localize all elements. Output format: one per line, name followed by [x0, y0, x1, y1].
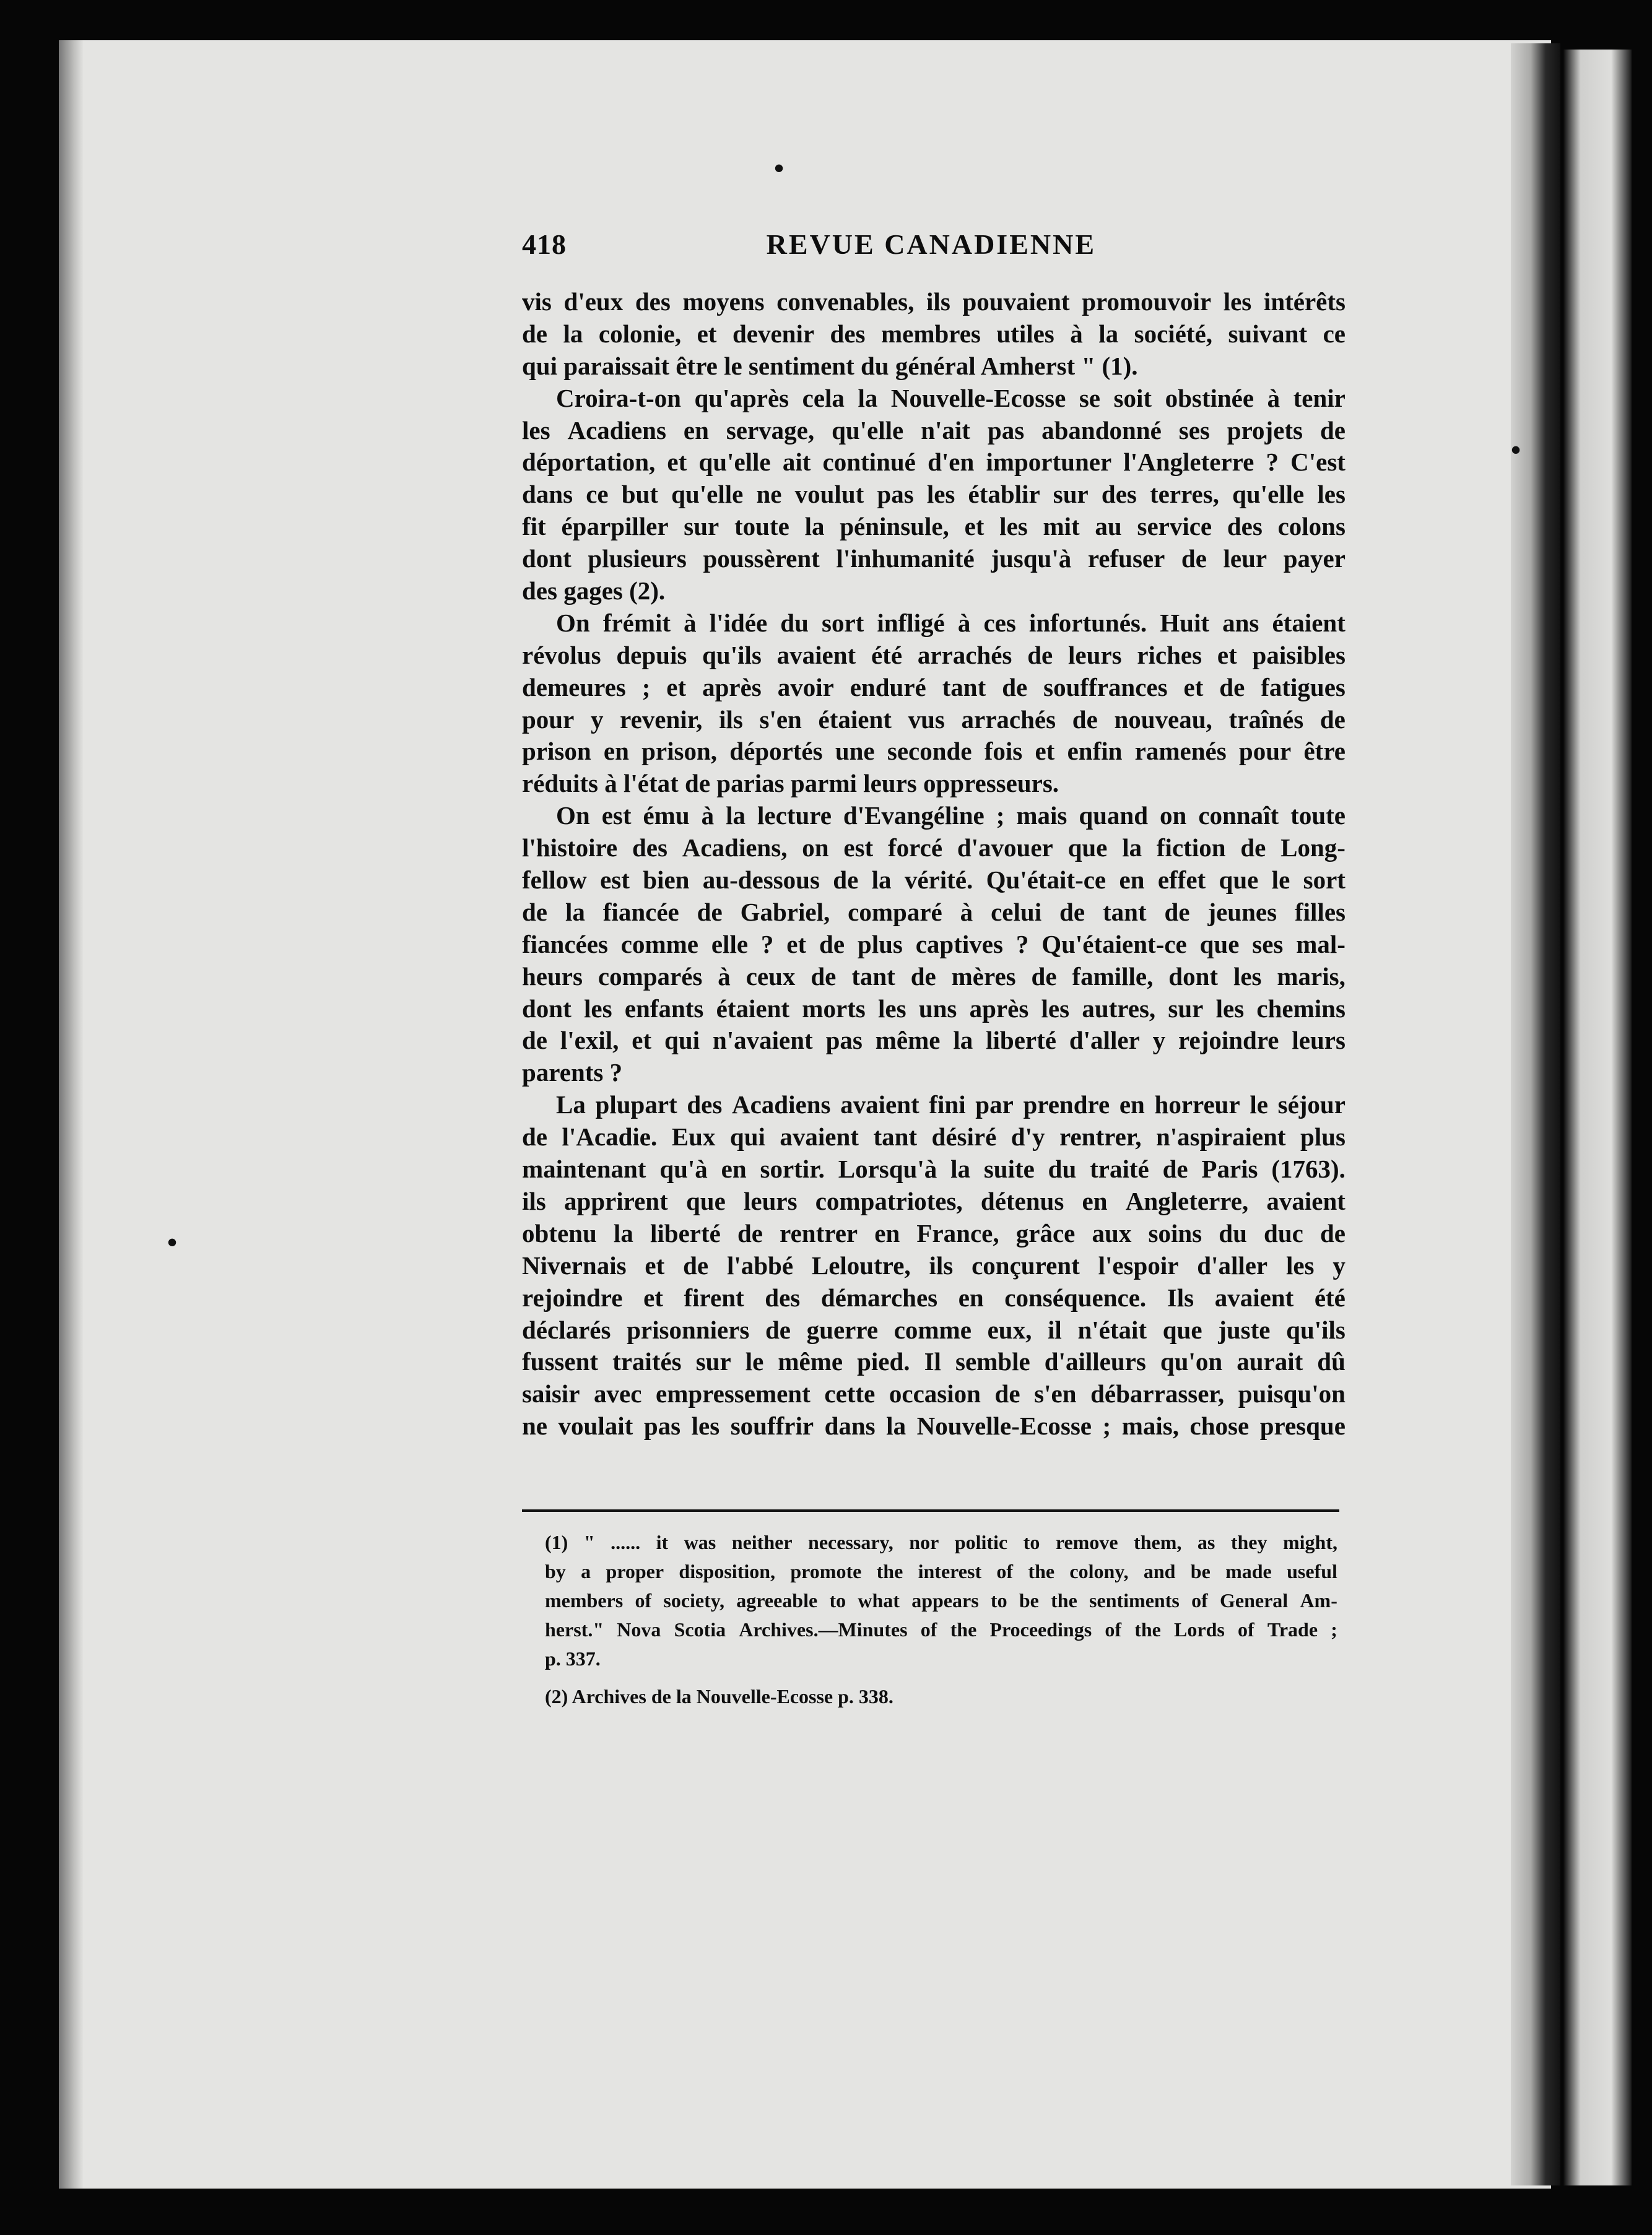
footnote-line: members of society, agreeable to what appears to be the sentiments of General Am- [545, 1589, 1337, 1612]
text-line: dont les enfants étaient morts les uns après les autres, sur les chemins [522, 994, 1346, 1023]
text-line: qui paraissait être le sentiment du général Amherst " (1). [522, 351, 1138, 380]
text-line: déportation, et qu'elle ait continué d'en importuner l'Angleterre ? C'est [522, 448, 1346, 477]
text-line: heurs comparés à ceux de tant de mères de famille, dont les maris, [522, 961, 1346, 991]
ink-speck: • [1511, 434, 1521, 466]
footnote-1 [545, 1528, 1337, 1673]
text-line: fussent traités sur le même pied. Il semble d'ailleurs qu'on aurait dû [522, 1347, 1346, 1376]
text-line: On est ému à la lecture d'Evangéline ; mais quand on connaît toute [556, 801, 1346, 830]
text-line: rejoindre et firent des démarches en conséquence. Ils avaient été [522, 1283, 1346, 1312]
text-line: Nivernais et de l'abbé Leloutre, ils conçurent l'espoir d'aller les y [522, 1251, 1346, 1280]
text-line: obtenu la liberté de rentrer en France, grâce aux soins du duc de [522, 1218, 1346, 1248]
ink-speck: • [774, 152, 785, 184]
text-line: pour y revenir, ils s'en étaient vus arrachés de nouveau, traînés de [522, 705, 1346, 734]
text-line: de l'Acadie. Eux qui avaient tant désiré d'y rentrer, n'aspiraient plus [522, 1122, 1346, 1152]
footnotes [545, 1528, 1337, 1711]
text-line: prison en prison, déportés une seconde fois et enfin ramenés pour être [522, 737, 1346, 766]
text-line: de la colonie, et devenir des membres utiles à la société, suivant ce [522, 319, 1346, 348]
text-line: maintenant qu'à en sortir. Lorsqu'à la suite du traité de Paris (1763). [522, 1155, 1346, 1184]
text-line: révolus depuis qu'ils avaient été arrachés de leurs riches et paisibles [522, 640, 1346, 669]
text-line: parents ? [522, 1058, 623, 1087]
footnote-line: (1) " ...... it was neither necessary, nor politic to remove them, as they might, [545, 1531, 1337, 1553]
text-line: l'histoire des Acadiens, on est forcé d'avouer que la fiction de Long- [522, 833, 1346, 862]
facing-page-edge [1563, 50, 1632, 2185]
text-line: vis d'eux des moyens convenables, ils pouvaient promouvoir les intérêts [522, 287, 1346, 316]
text-line: fit éparpiller sur toute la péninsule, et les mit au service des colons [522, 512, 1346, 541]
text-line: de l'exil, et qui n'avaient pas même la liberté d'aller y rejoindre leurs [522, 1026, 1346, 1055]
text-line: déclarés prisonniers de guerre comme eux, il n'était que juste qu'ils [522, 1315, 1346, 1344]
text-line: dans ce but qu'elle ne voulut pas les établir sur des terres, qu'elle les [522, 480, 1346, 509]
text-line: les Acadiens en servage, qu'elle n'ait pas abandonné ses projets de [522, 415, 1346, 445]
text-line: des gages (2). [522, 576, 666, 605]
text-line: dont plusieurs poussèrent l'inhumanité jusqu'à refuser de leur payer [522, 544, 1346, 573]
footnote-line: by a proper disposition, promote the interest of the colony, and be made useful [545, 1560, 1337, 1582]
text-line: ils apprirent que leurs compatriotes, détenus en Angleterre, avaient [522, 1186, 1346, 1215]
text-line: saisir avec empressement cette occasion de s'en débarrasser, puisqu'on [522, 1379, 1346, 1408]
text-line: de la fiancée de Gabriel, comparé à celui de tant de jeunes filles [522, 897, 1346, 926]
text-line: fellow est bien au-dessous de la vérité. Qu'était-ce en effet que le sort [522, 866, 1346, 895]
text-line: ne voulait pas les souffrir dans la Nouvelle-Ecosse ; mais, chose presque [522, 1412, 1346, 1441]
ink-speck: • [167, 1226, 178, 1258]
footnote-line: herst." Nova Scotia Archives.—Minutes of the Proceedings of the Lords of Trade ; [545, 1618, 1337, 1641]
text-line: réduits à l'état de parias parmi leurs oppresseurs. [522, 769, 1059, 798]
running-title: REVUE CANADIENNE [766, 228, 1096, 260]
text-line: demeures ; et après avoir enduré tant de souffrances et de fatigues [522, 672, 1346, 701]
text-line: fiancées comme elle ? et de plus captives ? Qu'étaient-ce que ses mal- [522, 929, 1346, 958]
text-line: On frémit à l'idée du sort infligé à ces infortunés. Huit ans étaient [556, 608, 1346, 637]
page-number: 418 [522, 228, 567, 260]
body-text [522, 286, 1346, 1443]
footnote-line: p. 337. [545, 1647, 601, 1670]
page-gutter-shadow [1511, 43, 1560, 2185]
running-header [522, 228, 1101, 271]
text-line: La plupart des Acadiens avaient fini par prendre en horreur le séjour [556, 1090, 1346, 1119]
text-line: Croira-t-on qu'après cela la Nouvelle-Ecosse se soit obstinée à tenir [556, 383, 1346, 412]
footnote-2: (2) Archives de la Nouvelle-Ecosse p. 338. [545, 1685, 893, 1708]
footnote-rule [522, 1509, 1339, 1512]
